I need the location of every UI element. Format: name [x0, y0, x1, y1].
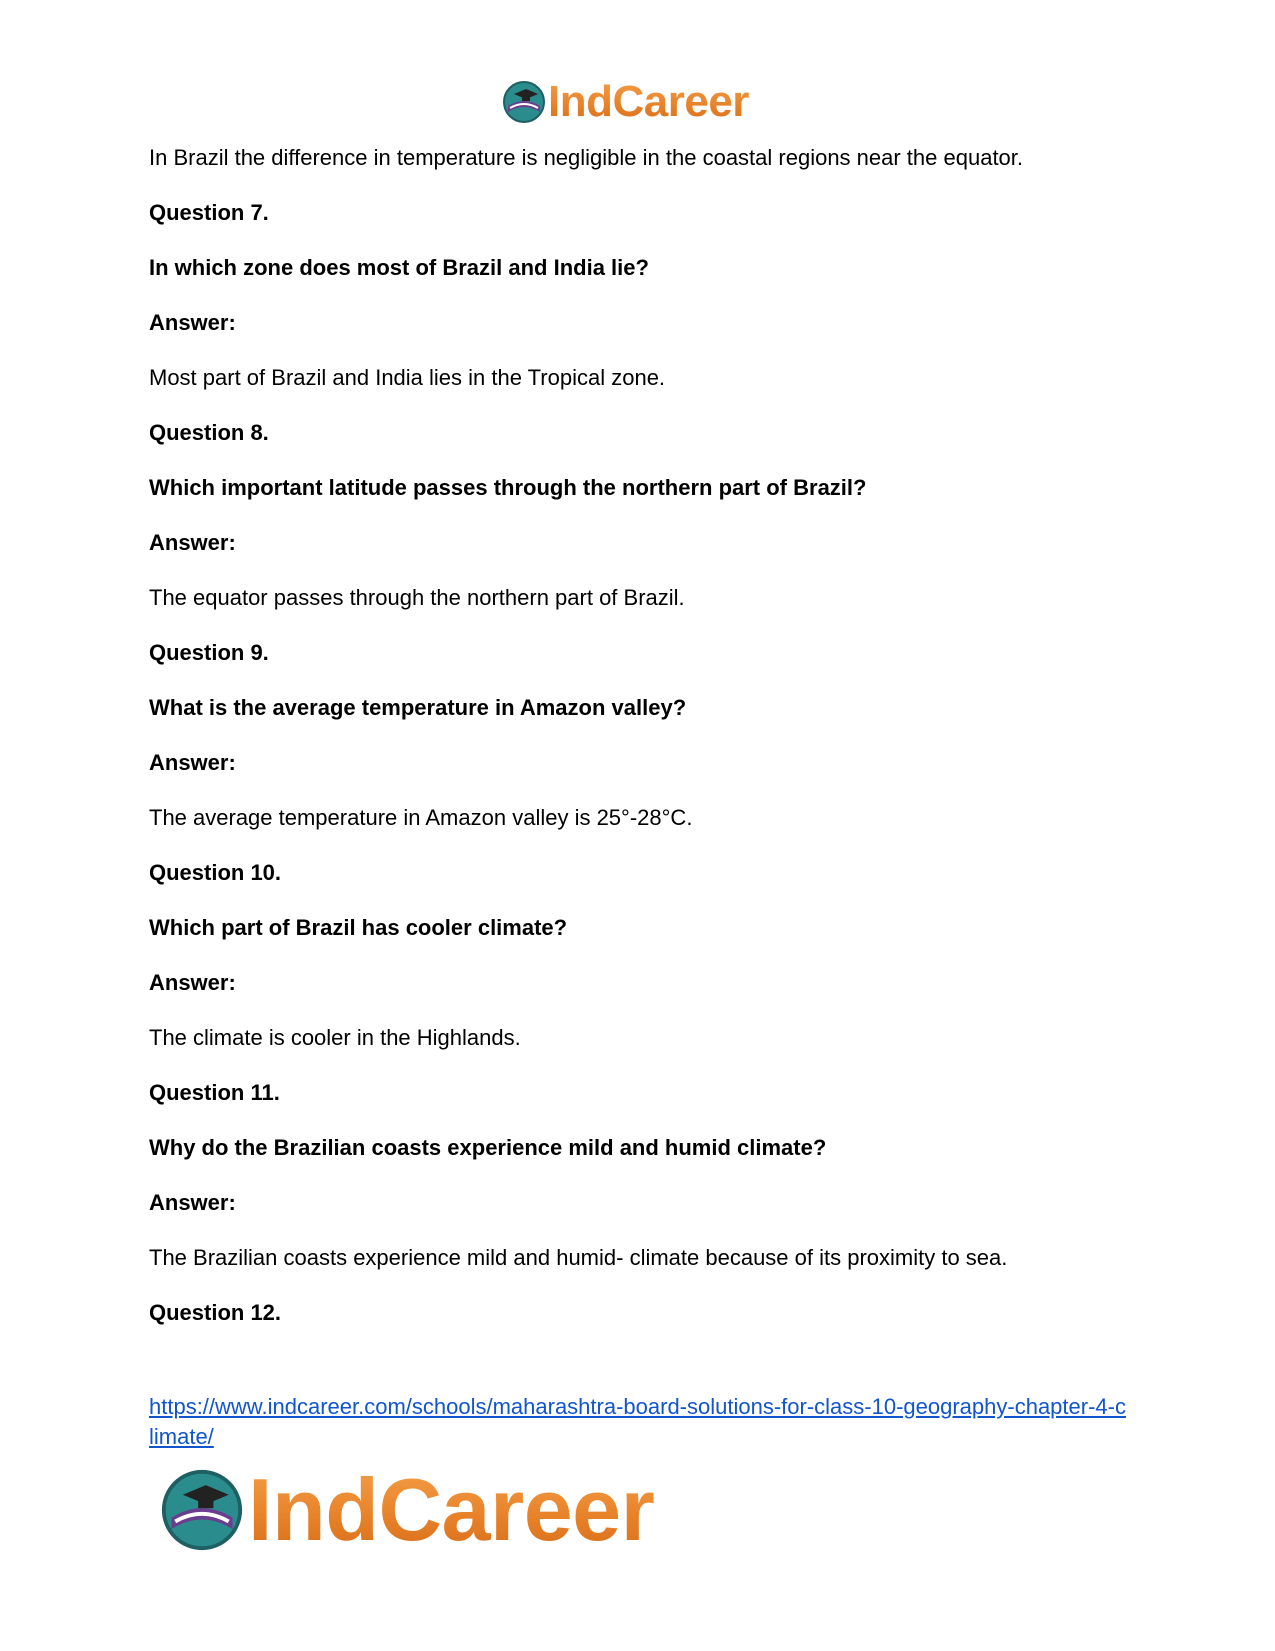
answer-label: Answer:	[149, 310, 236, 335]
question-heading: Question 10.	[149, 860, 282, 885]
question-text: Why do the Brazilian coasts experience mild and humid climate?	[149, 1135, 827, 1160]
answer-text: The equator passes through the northern part of Brazil.	[149, 585, 685, 610]
globe-book-icon	[502, 80, 546, 124]
globe-book-icon	[160, 1468, 244, 1552]
header-logo	[502, 78, 749, 126]
question-text: Which part of Brazil has cooler climate?	[149, 915, 568, 940]
question-heading: Question 11.	[149, 1080, 280, 1105]
question-text: In which zone does most of Brazil and India lie?	[149, 255, 649, 280]
answer-text: The Brazilian coasts experience mild and humid- climate because of its proximity to sea.	[149, 1245, 1008, 1270]
question-text: What is the average temperature in Amazon valley?	[149, 695, 687, 720]
question-heading: Question 7.	[149, 200, 269, 225]
footer-logo	[160, 1462, 654, 1558]
answer-text: Most part of Brazil and India lies in the Tropical zone.	[149, 365, 666, 390]
answer-label: Answer:	[149, 530, 236, 555]
answer-text: The average temperature in Amazon valley is 25°-28°C.	[149, 805, 693, 830]
logo-text: IndCareer	[548, 77, 749, 126]
question-heading: Question 8.	[149, 420, 269, 445]
answer-label: Answer:	[149, 970, 236, 995]
answer-label: Answer:	[149, 1190, 236, 1215]
question-heading: Question 12.	[149, 1300, 282, 1325]
logo-text: IndCareer	[248, 1460, 655, 1559]
question-text: Which important latitude passes through the northern part of Brazil?	[149, 475, 867, 500]
question-heading: Question 9.	[149, 640, 269, 665]
answer-text: The climate is cooler in the Highlands.	[149, 1025, 521, 1050]
document-body	[149, 143, 1129, 1353]
paragraph: In Brazil the difference in temperature is negligible in the coastal regions near the equator.	[149, 145, 1024, 170]
answer-label: Answer:	[149, 750, 236, 775]
source-url-link[interactable]: https://www.indcareer.com/schools/maharashtra-board-solutions-for-class-10-geography-chapter-4-climate/	[149, 1394, 1126, 1449]
